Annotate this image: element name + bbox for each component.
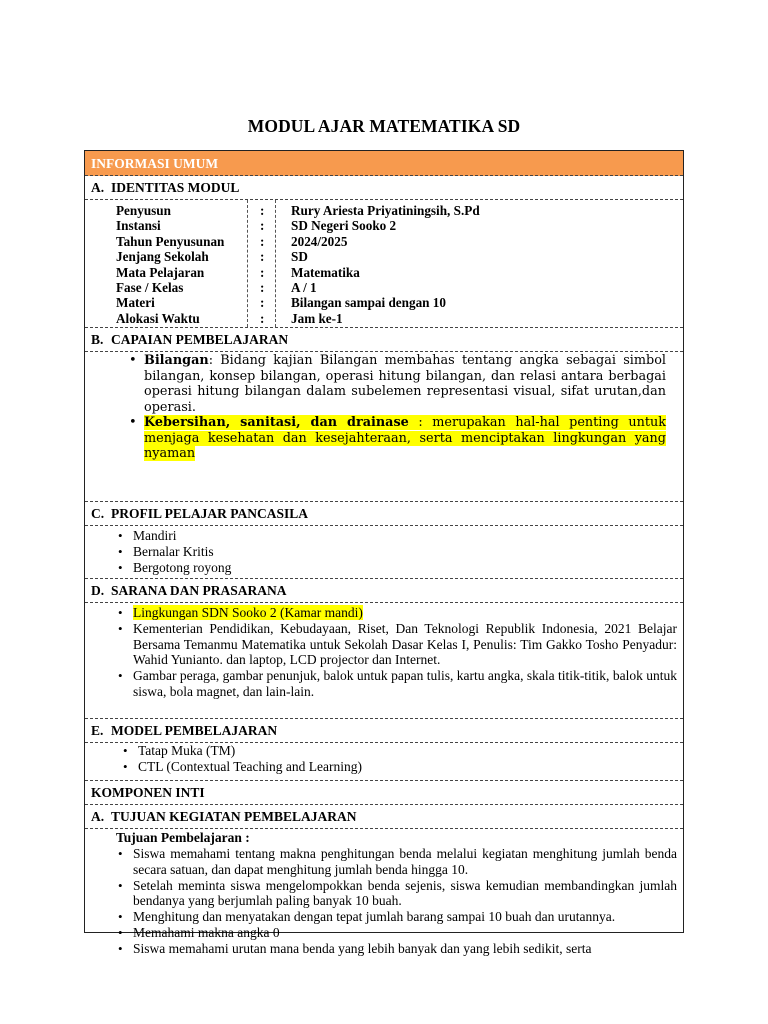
list-item xyxy=(118,668,677,700)
list-item xyxy=(123,758,362,775)
model-list xyxy=(123,743,362,775)
bullet-icon: • xyxy=(118,668,123,684)
item-text: CTL (Contextual Teaching and Learning) xyxy=(138,758,362,774)
section-tujuan-heading xyxy=(85,805,683,829)
document-title: MODUL AJAR MATEMATIKA SD xyxy=(247,116,521,136)
model-content xyxy=(85,743,683,781)
bullet-icon: • xyxy=(118,559,123,575)
bullet-icon: • xyxy=(118,940,123,956)
item-text: Bernalar Kritis xyxy=(133,543,214,559)
profil-list xyxy=(118,528,232,575)
list-item xyxy=(118,909,677,925)
tujuan-content xyxy=(85,829,683,956)
value-mapel: Matematika xyxy=(291,264,360,280)
value-tahun: 2024/2025 xyxy=(291,233,348,249)
colon: : xyxy=(260,310,265,326)
bullet-icon: • xyxy=(118,877,123,893)
bullet-icon: • xyxy=(123,743,128,758)
module-table xyxy=(84,150,684,956)
section-title: TUJUAN KEGIATAN PEMBELAJARAN xyxy=(111,809,357,824)
identitas-values xyxy=(291,203,480,326)
column-divider xyxy=(275,200,276,327)
list-item xyxy=(118,877,677,910)
section-model-heading xyxy=(85,719,683,743)
identitas-table xyxy=(85,200,683,328)
bullet-icon: • xyxy=(118,543,123,559)
profil-content xyxy=(85,526,683,579)
list-item xyxy=(118,940,677,957)
section-number: D. xyxy=(91,583,105,598)
sarana-content xyxy=(85,603,683,719)
bullet-icon: • xyxy=(118,605,123,620)
value-materi: Bilangan sampai dengan 10 xyxy=(291,295,446,311)
item-text: Menghitung dan menyatakan dengan tepat jumlah barang sampai 10 buah dan urutannya. xyxy=(133,909,616,925)
highlighted-text: Lingkungan SDN Sooko 2 (Kamar mandi) xyxy=(133,605,363,620)
item-text: Siswa memahami urutan mana benda yang lebih banyak dan yang lebih sedikit, serta xyxy=(133,940,592,956)
list-item xyxy=(118,924,677,941)
item-text: Gambar peraga, gambar penunjuk, balok untuk papan tulis, kartu angka, skala titik-titik, balok untuk siswa, bola magnet, dan lain-lain. xyxy=(133,668,677,699)
section-title: IDENTITAS MODUL xyxy=(111,180,240,195)
capaian-content xyxy=(85,352,683,502)
list-item xyxy=(123,743,362,759)
value-alokasi: Jam ke-1 xyxy=(291,310,343,326)
value-penyusun: Rury Ariesta Priyatiningsih, S.Pd xyxy=(291,203,480,218)
bullet-icon: • xyxy=(118,846,123,861)
section-capaian-heading xyxy=(85,328,683,352)
list-item xyxy=(118,528,231,544)
list-item xyxy=(118,620,677,668)
bullet-icon: • xyxy=(118,528,123,543)
section-number: A. xyxy=(91,180,105,195)
list-item xyxy=(118,846,677,878)
identitas-colons xyxy=(260,203,264,326)
colon: : xyxy=(260,279,265,295)
item-text: Memahami makna angka 0 xyxy=(133,924,280,940)
item-text: : Bidang kajian Bilangan membahas tentang angka sebagai simbol bilangan, konsep bilangan, operasi hitung bilangan, dan relasi antara berbagai operasi hitung bilangan dalam subelemen representasi visual, sifat urutan,dan operasi. xyxy=(144,353,666,415)
column-divider xyxy=(247,200,248,327)
colon: : xyxy=(260,264,265,280)
colon: : xyxy=(260,218,265,234)
section-title: MODEL PEMBELAJARAN xyxy=(111,723,278,738)
section-profil-heading xyxy=(85,502,683,526)
section-informasi-umum: INFORMASI UMUM xyxy=(85,151,683,176)
list-item xyxy=(118,605,677,621)
bullet-icon: • xyxy=(129,415,137,430)
item-text: : merupakan hal-hal penting untuk menjaga kesehatan dan kesejahteraan, serta menciptakan lingkungan yang nyaman xyxy=(144,415,666,461)
list-item xyxy=(118,543,231,560)
section-number: E. xyxy=(91,723,104,738)
section-title: PROFIL PELAJAR PANCASILA xyxy=(111,506,309,521)
tujuan-list xyxy=(118,846,677,957)
identitas-labels xyxy=(116,203,224,326)
tujuan-label: Tujuan Pembelajaran : xyxy=(116,830,250,845)
item-term: Kebersihan, sanitasi, dan drainase xyxy=(144,415,409,430)
section-number: A. xyxy=(91,809,105,824)
colon: : xyxy=(260,203,265,218)
colon: : xyxy=(260,233,265,249)
bullet-icon: • xyxy=(118,924,123,940)
capaian-list xyxy=(129,353,666,462)
value-instansi: SD Negeri Sooko 2 xyxy=(291,218,397,234)
list-item xyxy=(118,559,232,576)
item-text: Bergotong royong xyxy=(133,559,232,575)
section-number: C. xyxy=(91,506,105,521)
section-identitas-modul-heading xyxy=(85,176,683,200)
label-mapel: Mata Pelajaran xyxy=(116,264,205,280)
bullet-icon: • xyxy=(129,353,137,368)
section-komponen-inti: KOMPONEN INTI xyxy=(85,781,683,805)
section-number: B. xyxy=(91,332,104,347)
label-tahun: Tahun Penyusunan xyxy=(116,233,225,249)
colon: : xyxy=(260,249,265,265)
label-alokasi: Alokasi Waktu xyxy=(116,310,200,326)
item-text: Setelah meminta siswa mengelompokkan benda sejenis, siswa kemudian membandingkan jumlah bendanya yang berjumlah paling banyak 10 buah. xyxy=(133,877,677,909)
bullet-icon: • xyxy=(118,909,123,925)
label-instansi: Instansi xyxy=(116,218,161,234)
item-text: Kementerian Pendidikan, Kebudayaan, Riset, Dan Teknologi Republik Indonesia, 2021 Belajar Bersama Temanmu Matematika untuk Sekolah Dasar Kelas I, Penulis: Tim Gakko Tosho Penyadur: Wahid Yunianto. dan laptop, LCD projector dan Internet. xyxy=(133,620,677,668)
item-text: Mandiri xyxy=(133,528,177,543)
section-title: CAPAIAN PEMBELAJARAN xyxy=(111,332,289,347)
item-term: Bilangan xyxy=(144,353,209,368)
value-jenjang: SD xyxy=(291,249,308,265)
section-title: SARANA DAN PRASARANA xyxy=(111,583,287,598)
label-fase: Fase / Kelas xyxy=(116,279,184,295)
sarana-list xyxy=(118,605,677,700)
bullet-icon: • xyxy=(118,620,123,636)
value-fase: A / 1 xyxy=(291,279,317,295)
list-item xyxy=(129,415,666,462)
item-text: Siswa memahami tentang makna penghitungan benda melalui kegiatan menghitung jumlah benda secara satuan, dan dapat menghitung jumlah benda hingga 10. xyxy=(133,846,677,877)
highlighted-text xyxy=(144,415,666,461)
section-sarana-heading xyxy=(85,579,683,603)
label-materi: Materi xyxy=(116,295,155,311)
colon: : xyxy=(260,295,265,311)
label-penyusun: Penyusun xyxy=(116,203,171,218)
list-item xyxy=(129,353,666,415)
item-text: Tatap Muka (TM) xyxy=(138,743,236,758)
bullet-icon: • xyxy=(123,758,128,774)
label-jenjang: Jenjang Sekolah xyxy=(116,249,209,265)
